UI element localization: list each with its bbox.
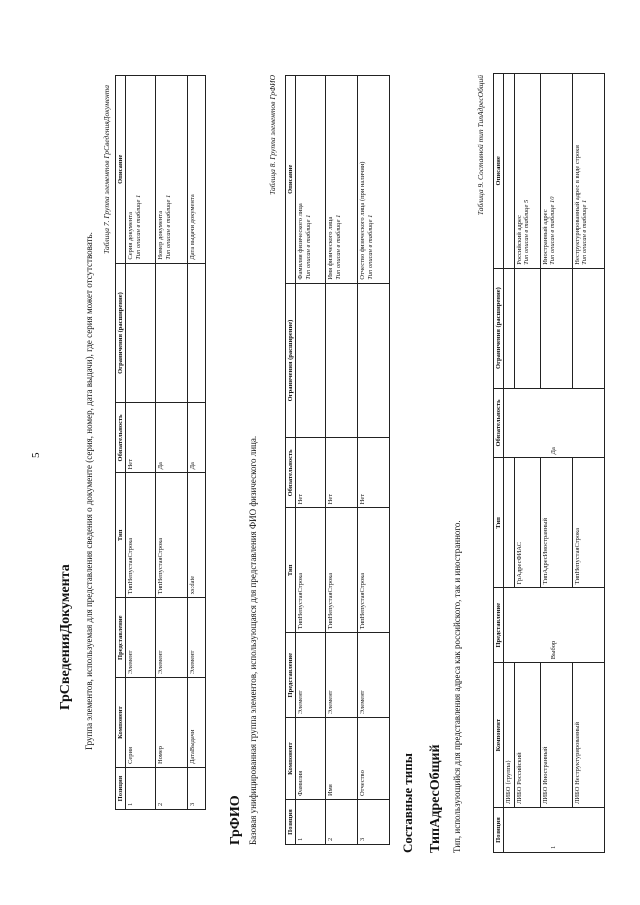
header-cell: Позиция (286, 800, 296, 845)
cell-restrictions (540, 268, 572, 388)
section-description-fio: Базовая унифицированная группа элементов, использующаяся для представления ФИО физического лица. (248, 435, 258, 845)
table-row (188, 76, 206, 810)
description-text: Неструктурированный адрес в виде строки (573, 145, 581, 265)
cell-description (572, 74, 604, 269)
cell-representation: Элемент (296, 633, 326, 718)
cell-component: ЛИБО Неструктурированный (572, 663, 604, 808)
cell-representation: Выбор (504, 588, 604, 663)
cell-position: 1 (504, 808, 604, 853)
cell-description (326, 76, 358, 284)
header-cell: Обязательность (494, 388, 504, 458)
cell-description (188, 76, 206, 264)
description-text: Отчество физического лица (при наличии) (359, 161, 367, 280)
cell-type: ТипАдресИностранный (540, 458, 572, 588)
header-cell: Описание (116, 76, 126, 264)
header-cell: Обязательность (286, 438, 296, 508)
description-text: Российский адрес (515, 215, 523, 265)
cell-restrictions (358, 283, 390, 438)
type-reference: Тип описан в таблице 1 (134, 194, 142, 260)
cell-representation: Элемент (126, 598, 156, 678)
cell-type: ТипНепустаяСтрока (126, 473, 156, 598)
header-cell: Тип (286, 508, 296, 633)
table-row (540, 74, 572, 853)
cell-component: Имя (326, 718, 358, 800)
table-caption-7: Таблица 7. Группа элементов ГрСведенияДокумента (102, 85, 111, 254)
cell-description (514, 74, 540, 269)
cell-description (156, 76, 188, 264)
cell-description (504, 74, 514, 269)
table-caption-9: Таблица 9. Составной тип ТипАдресОбщий (476, 75, 485, 216)
cell-component: ЛИБО Российский (514, 663, 540, 808)
section-description-address: Тип, использующийся для представления адреса как российского, так и иностранного. (452, 520, 462, 853)
header-cell: Компонент (286, 718, 296, 800)
cell-position: 2 (326, 800, 358, 845)
type-reference: Тип описан в таблице 1 (334, 214, 342, 280)
table-address (493, 73, 605, 853)
cell-required: Нет (126, 403, 156, 473)
cell-required: Да (156, 403, 188, 473)
cell-component: ЛИБО Иностранный (540, 663, 572, 808)
description-text: Имя физического лица (327, 216, 335, 280)
table-caption-8: Таблица 8. Группа элементов ГрФИО (268, 75, 277, 195)
header-cell: Описание (286, 76, 296, 284)
table-header-row (116, 76, 126, 810)
header-cell: Тип (494, 458, 504, 588)
cell-restrictions (156, 263, 188, 403)
type-reference: Тип описан в таблице 1 (304, 214, 312, 280)
cell-component: Серия (126, 678, 156, 768)
cell-restrictions (296, 283, 326, 438)
cell-representation: Элемент (358, 633, 390, 718)
cell-component: ЛИБО {группа} (504, 663, 514, 808)
cell-position: 1 (296, 800, 326, 845)
section-title-fio: ГрФИО (228, 795, 243, 845)
header-cell: Представление (494, 588, 504, 663)
cell-description (358, 76, 390, 284)
cell-component: Номер (156, 678, 188, 768)
type-reference: Тип описан в таблице 10 (549, 196, 557, 265)
header-cell: Описание (494, 74, 504, 269)
header-cell: Ограничения (расширение) (494, 268, 504, 388)
header-cell: Представление (116, 598, 126, 678)
cell-restrictions (514, 268, 540, 388)
header-cell: Компонент (116, 678, 126, 768)
cell-type: ТипНепустаяСтрока (572, 458, 604, 588)
cell-restrictions (504, 268, 514, 388)
cell-component: Отчество (358, 718, 390, 800)
description-text: Фамилия физического лица (297, 203, 305, 280)
description-text: Иностранный адрес (541, 209, 549, 265)
cell-representation: Элемент (156, 598, 188, 678)
header-cell: Ограничения (расширение) (116, 263, 126, 403)
table-header-row (494, 74, 504, 853)
cell-type: ТипНепустаяСтрока (156, 473, 188, 598)
cell-position: 1 (126, 768, 156, 810)
header-cell: Обязательность (116, 403, 126, 473)
header-cell: Ограничения (расширение) (286, 283, 296, 438)
cell-type: ТипНепустаяСтрока (358, 508, 390, 633)
cell-required: Нет (296, 438, 326, 508)
table-row (296, 76, 326, 845)
section-description-document-info: Группа элементов, используемая для представления сведения о документе (серия, номер, дата выдачи), где серия может отсутствовать. (84, 232, 94, 750)
cell-position: 3 (358, 800, 390, 845)
section-title-document-info: ГрСведенияДокумента (58, 564, 73, 710)
description-text: Дата выдачи документа (189, 194, 197, 260)
header-cell: Представление (286, 633, 296, 718)
cell-restrictions (326, 283, 358, 438)
table-document-info (115, 75, 206, 810)
table-row (514, 74, 540, 853)
cell-type: ТипНепустаяСтрока (296, 508, 326, 633)
type-reference: Тип описан в таблице 5 (523, 199, 531, 265)
type-reference: Тип описан в таблице 1 (366, 214, 374, 280)
type-reference: Тип описан в таблице 1 (164, 194, 172, 260)
cell-type (504, 458, 514, 588)
table-row (156, 76, 188, 810)
header-cell: Позиция (494, 808, 504, 853)
table-row (504, 74, 514, 853)
description-text: Номер документа (157, 210, 165, 260)
header-cell: Тип (116, 473, 126, 598)
section-heading-composite-types: Составные типы (400, 753, 415, 853)
cell-component: Фамилия (296, 718, 326, 800)
cell-type: ТипНепустаяСтрока (326, 508, 358, 633)
header-cell: Позиция (116, 768, 126, 810)
cell-representation: Элемент (326, 633, 358, 718)
cell-restrictions (572, 268, 604, 388)
cell-required: Нет (358, 438, 390, 508)
cell-description (126, 76, 156, 264)
header-cell: Компонент (494, 663, 504, 808)
cell-restrictions (126, 263, 156, 403)
table-header-row (286, 76, 296, 845)
cell-representation: Элемент (188, 598, 206, 678)
page-number: 5 (30, 452, 42, 458)
cell-description (296, 76, 326, 284)
cell-position: 3 (188, 768, 206, 810)
type-reference: Тип описан в таблице 1 (581, 199, 589, 265)
cell-description (540, 74, 572, 269)
table-row (572, 74, 604, 853)
table-row (126, 76, 156, 810)
cell-required: Да (188, 403, 206, 473)
table-row (326, 76, 358, 845)
table-row (358, 76, 390, 845)
cell-type: xs:date (188, 473, 206, 598)
cell-restrictions (188, 263, 206, 403)
cell-required: Да (504, 388, 604, 458)
cell-component: ДатаВыдачи (188, 678, 206, 768)
cell-position: 2 (156, 768, 188, 810)
cell-required: Нет (326, 438, 358, 508)
cell-type: ГрАдресФИАС (514, 458, 540, 588)
description-text: Серия документа (127, 211, 135, 260)
section-title-address: ТипАдресОбщий (428, 744, 443, 853)
table-fio (285, 75, 390, 845)
